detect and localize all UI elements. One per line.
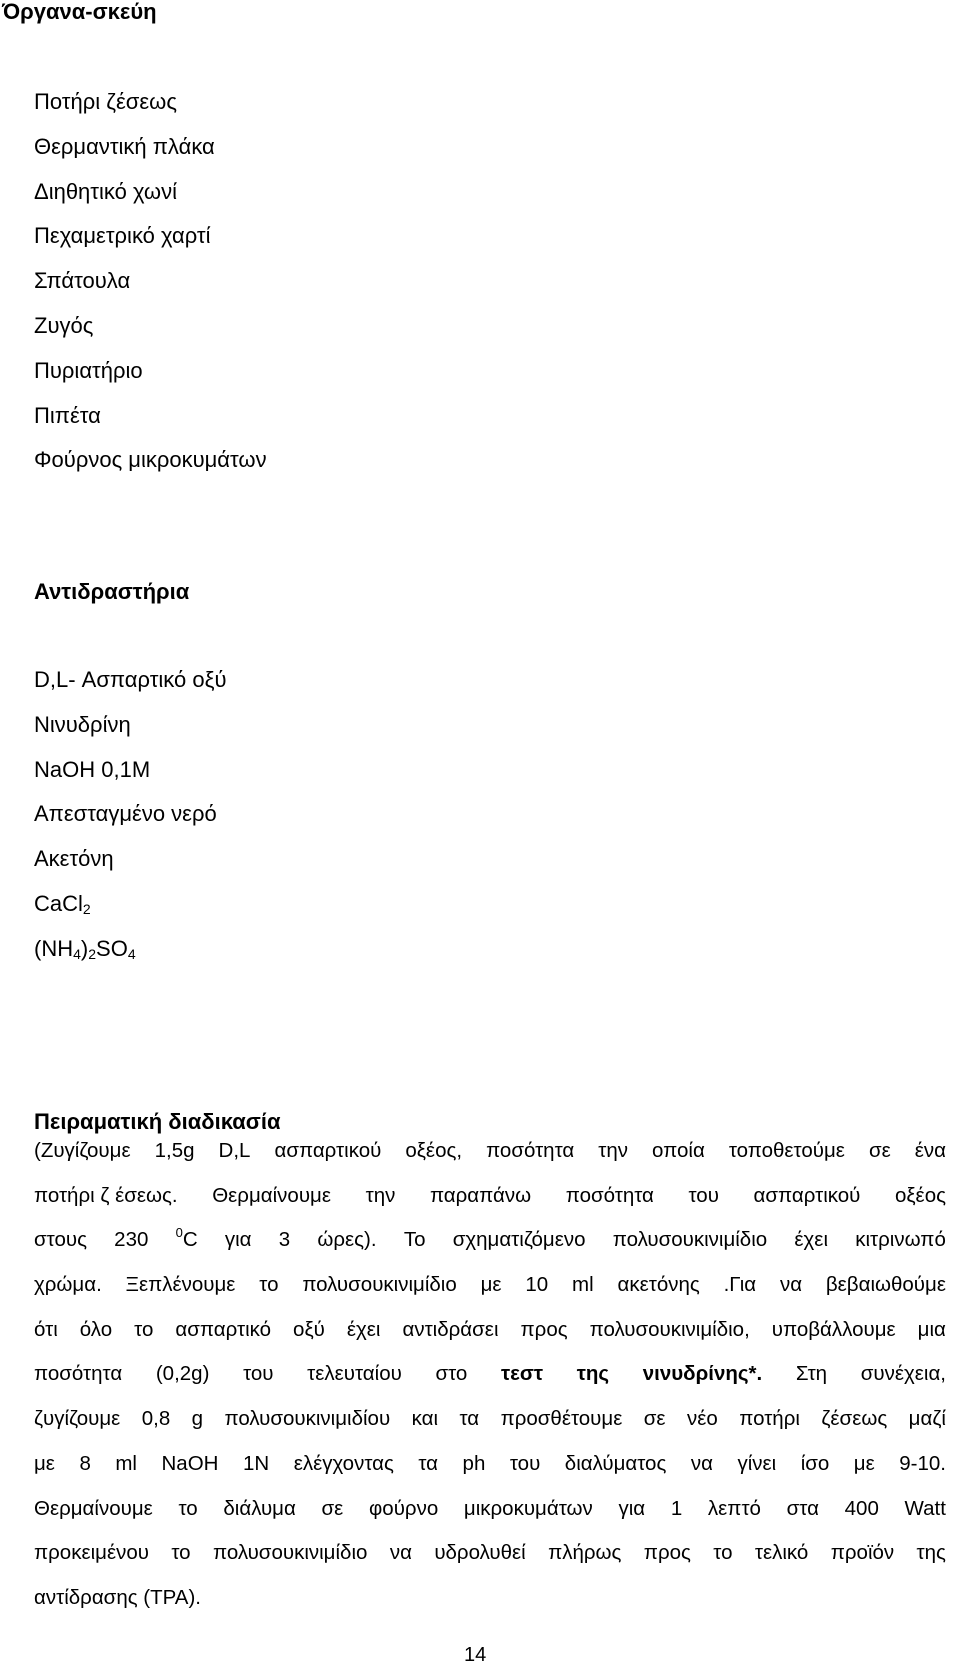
word: αντιδράσει [402,1317,499,1341]
word: στους [34,1228,87,1252]
word: του [688,1183,719,1207]
list-item: Ακετόνη [34,846,114,872]
word: Θερμαίνουμε [212,1183,331,1207]
degree-superscript: 0 [175,1225,183,1241]
word: σε [643,1407,666,1431]
word: Θερμαίνουμε [34,1496,153,1520]
list-item: Ζυγός [34,312,94,338]
word: την [598,1139,629,1162]
word: ίσο [800,1451,830,1475]
word: NaOH [161,1451,219,1475]
word: (Ζυγίζουμε [34,1139,131,1162]
word: g [191,1407,204,1431]
list-item: Ποτήρι ζέσεως [34,89,177,114]
word: 1 [670,1496,683,1520]
word: να [389,1541,412,1565]
word: ασπαρτικού [274,1139,382,1162]
word: ml [115,1451,137,1475]
word: έχει [794,1228,828,1252]
word: Watt [904,1496,946,1520]
word: C [182,1228,198,1252]
list-item: Απεσταγμένο νερό [34,801,217,827]
equipment-heading: Όργανα-σκεύη [2,0,157,24]
word: προκειμένου [34,1541,149,1565]
word: υποβάλλουμε [771,1317,896,1341]
word: της [916,1541,946,1565]
word: με [480,1273,502,1297]
word: 9-10. [899,1451,946,1475]
procedure-paragraph [34,1138,946,1630]
word: Το [403,1228,426,1252]
reagents-heading: Αντιδραστήρια [34,579,190,604]
word: οξέος, [405,1139,463,1162]
word: και [411,1407,439,1431]
word: ακετόνης [617,1273,700,1297]
word: συνέχεια, [860,1362,946,1386]
word: ότι [34,1317,58,1341]
procedure-line [34,1227,946,1272]
word: μικροκυμάτων [463,1496,593,1520]
procedure-heading: Πειραματική διαδικασία [34,1109,281,1134]
word: τα [418,1451,439,1475]
procedure-line [34,1406,946,1451]
procedure-line [34,1317,946,1362]
word: προς [643,1541,691,1565]
word: μια [917,1317,946,1341]
word: να [690,1451,713,1475]
word: νινυδρίνης*. [642,1362,763,1386]
procedure-line [34,1540,946,1585]
word: πλήρως [548,1541,622,1565]
word: ποτήρι [739,1407,800,1431]
word: ποτήρι ζ έσεως. [34,1183,178,1207]
page-number: 14 [464,1644,487,1666]
word: ποσότητα [34,1362,123,1386]
word: ασπαρτικό [175,1317,272,1341]
word: 8 [79,1451,91,1475]
word: προϊόν [830,1541,895,1565]
word: πολυσουκινιμίδιο [612,1228,768,1252]
word: το [259,1273,279,1297]
word: ζυγίζουμε [34,1407,121,1431]
procedure-line [34,1496,946,1541]
word: πολυσουκινιμίδιο [302,1273,457,1297]
word: να [779,1273,803,1297]
word: της [576,1362,610,1386]
word: χρώμα. [34,1273,102,1297]
word: σε [321,1496,344,1520]
word: 3 [278,1228,291,1252]
procedure-line [34,1183,946,1228]
list-item: D,L- Ασπαρτικό οξύ [34,667,227,692]
word: ml [572,1273,594,1297]
list-item: Νινυδρίνη [34,711,131,737]
word: πολυσουκινιμίδιο [212,1541,368,1565]
word: παραπάνω [429,1183,532,1207]
list-item: Πυριατήριο [34,357,143,383]
word: πολυσουκινιμίδιο, [589,1317,750,1341]
word: 1,5g [154,1139,195,1162]
word: το [713,1541,733,1565]
word: για [618,1496,646,1520]
word: οποία [652,1139,705,1162]
word: 230 [114,1228,149,1252]
word: 10 [525,1273,549,1297]
word [176,1227,198,1272]
list-item-ammonium-sulfate: $(NH_4)_2SO_4$ [34,935,136,962]
word: φούρνο [369,1496,439,1520]
word: προς [520,1317,568,1341]
word: τελευταίου [307,1362,402,1386]
word: τεστ [501,1362,544,1386]
word: πολυσουκινιμιδίου [224,1407,391,1431]
word: με [34,1451,55,1475]
word: ώρες). [317,1228,377,1252]
list-item: NaOH 0,1M [34,756,151,782]
word: το [171,1541,191,1565]
word: στα [786,1496,819,1520]
word: οξέος [894,1183,946,1207]
word: D,L [218,1139,251,1162]
list-item: Πιπέτα [34,402,101,428]
word: ph [462,1451,486,1475]
word: .Για [723,1273,757,1297]
word: αντίδρασης (TPA). [34,1585,202,1609]
reagents-list [34,667,227,981]
word: ένα [914,1139,946,1162]
word: τοποθετούμε [728,1139,845,1162]
word: σχηματιζόμενο [452,1228,586,1252]
word: για [224,1228,252,1252]
list-item: Διηθητικό χωνί [34,178,177,204]
word: (0,2g) [155,1362,210,1386]
word: τα [459,1407,480,1431]
word: ζέσεως [821,1407,888,1431]
word: μαζί [908,1407,946,1431]
word: διάλυμα [223,1496,296,1520]
word: γίνει [737,1451,777,1475]
word: προσθέτουμε [500,1407,623,1431]
list-item: Πεχαμετρικό χαρτί [34,223,211,249]
procedure-line [34,1138,946,1183]
procedure-line [34,1451,946,1496]
word: στο [435,1362,468,1386]
list-item: Φούρνος μικροκυμάτων [34,447,267,473]
word: τελικό [754,1541,809,1565]
word: σε [868,1139,891,1162]
list-item: Θερμαντική πλάκα [34,133,215,159]
word: ποσότητα [565,1183,654,1207]
word: του [243,1362,274,1386]
word: 1N [242,1451,270,1475]
word: ασπαρτικού [753,1183,861,1207]
word: οξύ [293,1317,325,1341]
word: του [509,1451,541,1475]
word: 400 [844,1496,879,1520]
procedure-line [34,1585,946,1630]
list-item: Σπάτουλα [34,268,131,294]
word: το [178,1496,198,1520]
word: ελέγχοντας [293,1451,394,1475]
word: ποσότητα [486,1139,575,1162]
word: 0,8 [141,1407,171,1431]
list-item-cacl2: CaCl$_2$ [34,890,91,917]
word: νέο [687,1407,718,1431]
word: το [134,1317,154,1341]
equipment-list [34,89,267,492]
word: λεπτό [707,1496,761,1520]
word: βεβαιωθούμε [825,1273,946,1297]
word: κιτρινωπό [855,1228,946,1252]
word: την [365,1183,396,1207]
procedure-line [34,1361,946,1406]
procedure-line [34,1272,946,1317]
word: διαλύματος [564,1451,667,1475]
word: υδρολυθεί [434,1541,526,1565]
word: έχει [346,1317,381,1341]
word: με [853,1451,875,1475]
word: Στη [795,1362,828,1386]
word: Ξεπλένουμε [125,1273,236,1297]
word: όλο [79,1317,113,1341]
